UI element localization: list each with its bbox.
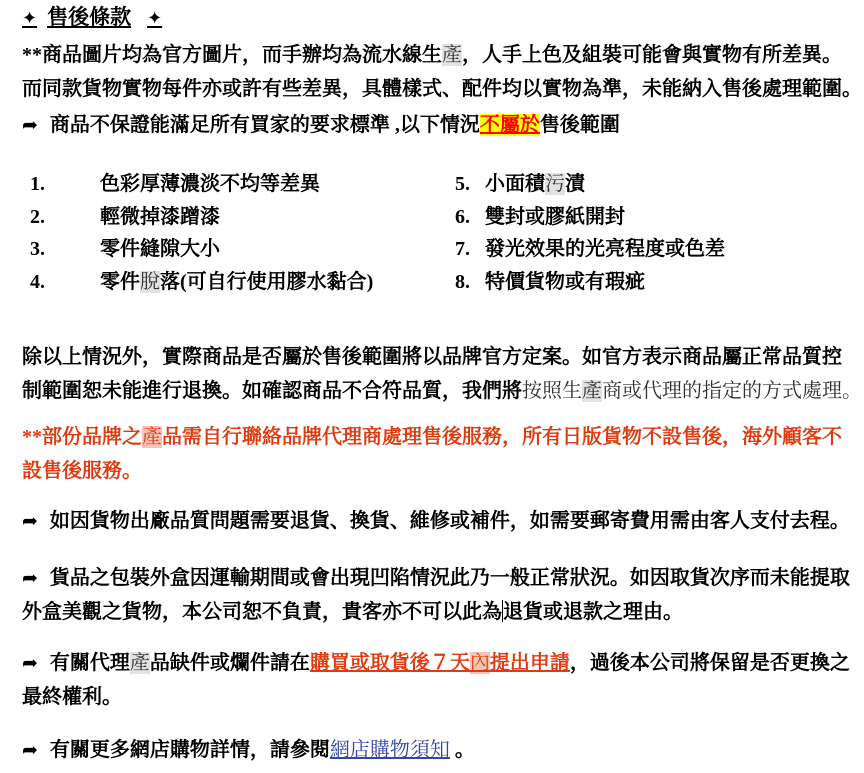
list-item-number: 2. bbox=[30, 205, 45, 228]
list-item bbox=[455, 168, 585, 201]
brand-notice-text: 設售後服務。 bbox=[22, 460, 142, 482]
brand-notice-text: 品需自行聯絡品牌代理商處理售後服務，所有日版貨物不設售後，海外顧客不 bbox=[162, 426, 842, 448]
list-item-number: 4. bbox=[30, 270, 45, 293]
list-item-text: 發光效果的光亮程度或色差 bbox=[485, 238, 725, 260]
exclusions-header bbox=[22, 112, 620, 138]
list-row bbox=[30, 266, 725, 299]
star-icon: ✦ bbox=[22, 8, 38, 29]
fallback-char: 產 bbox=[129, 652, 150, 674]
packaging-text: 貨品之包裝外盒因運輸期間或會出現凹陷情況此乃一般正常狀況。如因取貨次序而未能提取 bbox=[49, 567, 850, 589]
brand-notice-paragraph bbox=[22, 420, 842, 488]
list-item-number: 1. bbox=[30, 173, 45, 195]
arrow-bullet-icon: ➦ bbox=[22, 652, 38, 674]
claim-text: 最終權利。 bbox=[22, 686, 122, 708]
claim-deadline-emphasis bbox=[310, 652, 570, 674]
list-item-number: 8. bbox=[455, 270, 470, 293]
decision-text: 制範圍恕未能進行退換。如確認商品不合符品質，我們將 bbox=[22, 380, 522, 402]
packaging-paragraph bbox=[22, 561, 850, 629]
brand-notice-line-2 bbox=[22, 454, 842, 488]
claim-deadline-text: 提出申請 bbox=[489, 652, 570, 674]
list-item-text: 漬 bbox=[565, 173, 585, 195]
list-item-text: 落(可自行使用膠水黏合) bbox=[160, 270, 374, 293]
highlight-not-covered: 不屬於 bbox=[479, 114, 540, 136]
claim-text: 品缺件或爛件請在 bbox=[149, 652, 310, 674]
decision-text-light: 按照生 bbox=[522, 380, 582, 402]
list-item-text: 輕微掉漆蹭漆 bbox=[100, 205, 220, 228]
arrow-bullet-icon: ➦ bbox=[22, 739, 38, 761]
list-item bbox=[30, 201, 455, 234]
packaging-text: 退貨或退款之理由。 bbox=[503, 601, 683, 623]
claim-text: 有關代理 bbox=[49, 652, 130, 674]
packaging-line-1 bbox=[22, 561, 850, 595]
decision-text: 除以上情況外，實際商品是否屬於售後範圍將以品牌官方定案。如官方表示商品屬正常品質控 bbox=[22, 346, 842, 368]
page-title-text: 售後條款 bbox=[47, 5, 132, 29]
claim-paragraph bbox=[22, 646, 850, 714]
list-item-text: 小面積 bbox=[485, 173, 545, 195]
list-item-number: 3. bbox=[30, 238, 45, 260]
claim-text: ，過後本公司將保留是否更換之 bbox=[569, 652, 850, 674]
list-item-number: 7. bbox=[455, 238, 470, 260]
list-row bbox=[30, 168, 725, 201]
packaging-text: 外盒美觀之貨物，本公司恕不負責，貴客亦不可以此為 bbox=[22, 601, 502, 623]
decision-line-1 bbox=[22, 340, 862, 374]
arrow-bullet-icon: ➦ bbox=[22, 114, 38, 136]
fallback-char: 產 bbox=[142, 426, 162, 448]
fallback-char: 產 bbox=[442, 44, 462, 66]
list-row bbox=[30, 201, 725, 234]
intro-line-1 bbox=[22, 38, 862, 72]
list-row bbox=[30, 233, 725, 266]
more-info-text: 。 bbox=[449, 739, 475, 761]
decision-text-light: 商或代理的指定的方式處理。 bbox=[602, 380, 862, 402]
arrow-bullet-icon: ➦ bbox=[22, 510, 38, 532]
list-item-text: 雙封或膠紙開封 bbox=[485, 205, 625, 228]
list-item-number: 5. bbox=[455, 173, 470, 195]
list-item-number: 6. bbox=[455, 205, 470, 228]
intro-text: 而同款貨物實物每件亦或許有些差異，具體樣式、配件均以實物為準，未能納入售後處理範圍。 bbox=[22, 78, 862, 100]
list-item-text: 零件縫隙大小 bbox=[100, 238, 220, 260]
claim-deadline-text: 購買或取貨後７天 bbox=[309, 652, 470, 674]
exclusions-header-text: 商品不保證能滿足所有買家的要求標準 ,以下情況 bbox=[49, 114, 480, 136]
intro-text: ，人手上色及組裝可能會與實物有所差異。 bbox=[462, 44, 842, 66]
packaging-line-2 bbox=[22, 595, 850, 629]
exclusion-list bbox=[30, 168, 725, 298]
fallback-char: 產 bbox=[582, 380, 602, 402]
list-item bbox=[455, 201, 625, 234]
list-item bbox=[455, 266, 645, 299]
page-title bbox=[22, 4, 162, 32]
intro-text: **商品圖片均為官方圖片，而手辦均為流水線生 bbox=[22, 44, 442, 66]
more-info-paragraph bbox=[22, 737, 475, 763]
shipping-paragraph bbox=[22, 508, 850, 534]
list-item-text: 零件 bbox=[100, 270, 140, 293]
brand-notice-line-1 bbox=[22, 420, 842, 454]
list-item bbox=[30, 168, 455, 201]
arrow-bullet-icon: ➦ bbox=[22, 567, 38, 589]
brand-notice-text: **部份品牌之 bbox=[22, 426, 142, 448]
decision-paragraph bbox=[22, 340, 862, 408]
intro-paragraph bbox=[22, 38, 862, 106]
star-icon: ✦ bbox=[147, 8, 163, 29]
fallback-char: 內 bbox=[469, 652, 490, 674]
decision-line-2 bbox=[22, 374, 862, 408]
intro-line-2 bbox=[22, 72, 862, 106]
list-item-text: 特價貨物或有瑕疵 bbox=[485, 270, 645, 293]
exclusions-header-text: 售後範圍 bbox=[539, 114, 620, 136]
claim-line-2 bbox=[22, 680, 850, 714]
list-item bbox=[455, 233, 725, 266]
store-guide-link[interactable]: 網店購物須知 bbox=[329, 739, 450, 761]
claim-line-1 bbox=[22, 646, 850, 680]
fallback-char: 污 bbox=[545, 173, 565, 195]
shipping-text: 如因貨物出廠品質問題需要退貨、換貨、維修或補件，如需要郵寄費用需由客人支付去程。 bbox=[49, 510, 850, 532]
fallback-char: 脫 bbox=[140, 270, 160, 293]
more-info-text: 有關更多網店購物詳情，請參閱 bbox=[49, 739, 330, 761]
list-item bbox=[30, 266, 455, 299]
list-item bbox=[30, 233, 455, 266]
list-item-text: 色彩厚薄濃淡不均等差異 bbox=[100, 173, 320, 195]
